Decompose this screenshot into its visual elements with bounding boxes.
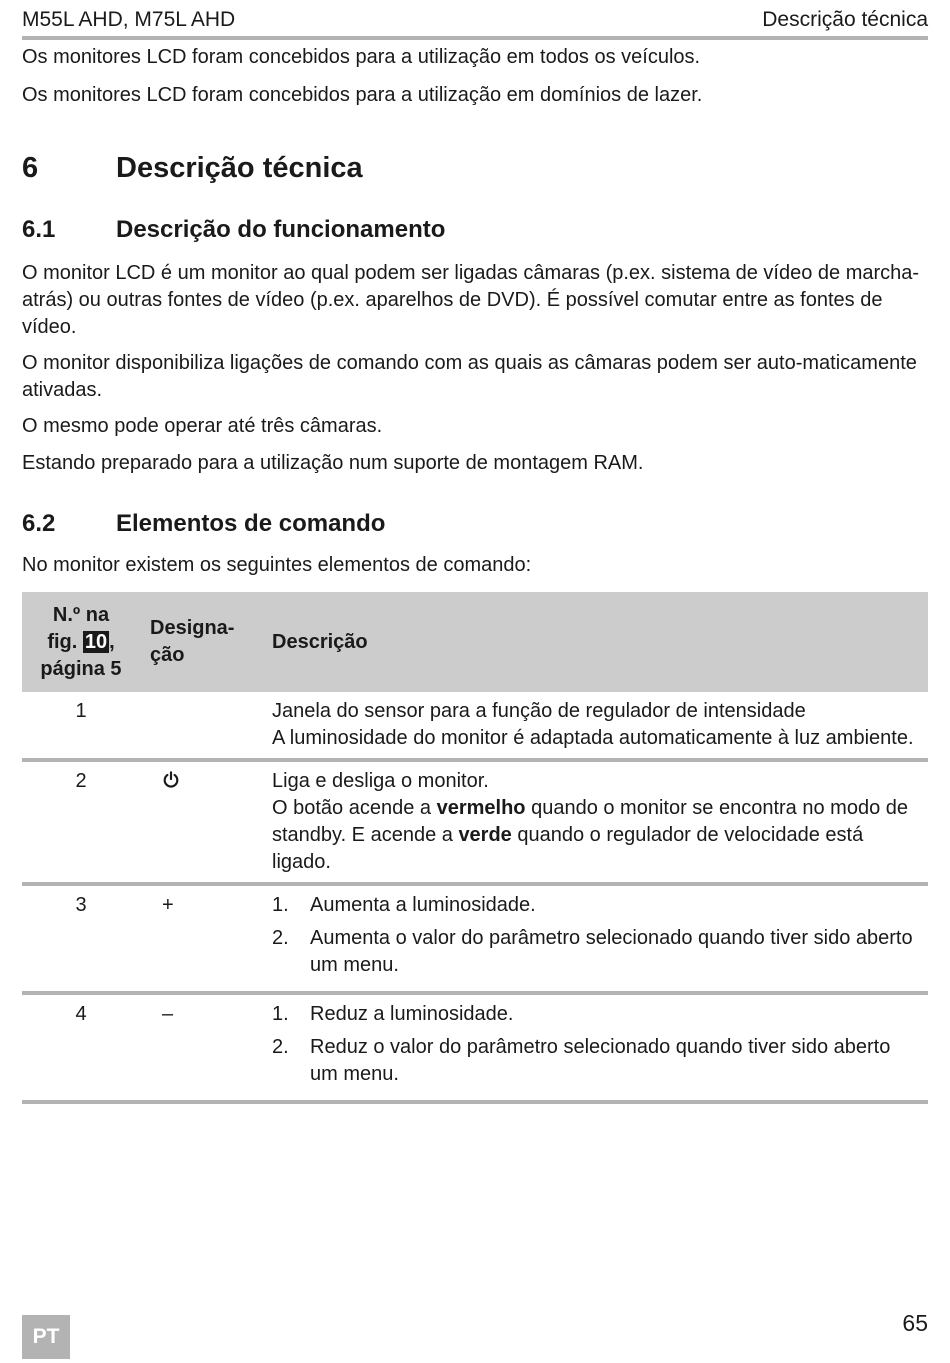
header-section: Descrição técnica <box>762 8 928 31</box>
row-number: 3 <box>75 894 87 916</box>
row-designation: + <box>162 894 174 916</box>
table-row <box>22 760 928 884</box>
header-model: M55L AHD, M75L AHD <box>22 8 236 31</box>
row-description <box>262 884 928 993</box>
numbered-list <box>272 1001 918 1088</box>
controls-table <box>22 592 928 1104</box>
body-paragraph: O monitor disponibiliza ligações de comando com as quais as câmaras podem ser auto-maticamente ativadas. <box>22 352 917 401</box>
language-tag: PT <box>22 1315 70 1359</box>
list-item: 2. Reduz o valor do parâmetro selecionado quando tiver sido aberto um menu. <box>272 1036 891 1085</box>
table-header-row <box>22 592 928 692</box>
row-description: Liga e desliga o monitor. O botão acende a vermelho quando o monitor se encontra no modo de standby. E acende a verde quando o regulador de velocidade está ligado. <box>272 770 908 873</box>
subsection-title: Elementos de comando <box>116 510 386 537</box>
subsection-heading <box>22 215 445 245</box>
green-color-word: verde <box>458 824 512 846</box>
row-number: 1 <box>75 700 87 722</box>
list-item: 1. Reduz a luminosidade. <box>272 1003 514 1025</box>
intro-paragraph: Os monitores LCD foram concebidos para a utilização em todos os veículos. <box>22 46 701 68</box>
red-color-word: vermelho <box>436 797 526 819</box>
body-paragraph: O monitor LCD é um monitor ao qual podem ser ligadas câmaras (p.ex. sistema de vídeo de marcha-atrás) ou outras fontes de vídeo (p.ex. aparelhos de DVD). É possível comutar entre as fontes de vídeo. <box>22 262 920 338</box>
body-paragraph: No monitor existem os seguintes elementos de comando: <box>22 554 532 576</box>
power-icon <box>162 771 180 789</box>
table-row <box>22 692 928 760</box>
table-row <box>22 993 928 1102</box>
intro-paragraph: Os monitores LCD foram concebidos para a utilização em domínios de lazer. <box>22 84 703 106</box>
section-heading <box>22 150 363 186</box>
subsection-number: 6.2 <box>22 510 56 537</box>
table-row <box>22 884 928 993</box>
section-title: Descrição técnica <box>116 152 363 184</box>
list-item: 1. Aumenta a luminosidade. <box>272 894 536 916</box>
figure-reference-badge: 10 <box>84 630 108 653</box>
body-paragraph: O mesmo pode operar até três câmaras. <box>22 415 383 437</box>
row-description: Janela do sensor para a função de regulador de intensidade A luminosidade do monitor é adaptada automaticamente à luz ambiente. <box>272 700 914 749</box>
subsection-heading <box>22 509 385 539</box>
subsection-number: 6.1 <box>22 216 56 243</box>
row-number: 2 <box>75 770 87 792</box>
header-cell-number: N.º na fig. 10 , página 5 <box>22 592 140 692</box>
page-number: 65 <box>902 1310 928 1336</box>
section-number: 6 <box>22 152 39 184</box>
row-number: 4 <box>75 1003 87 1025</box>
numbered-list <box>272 892 918 979</box>
page-header <box>22 6 928 40</box>
header-cell-description: Descrição <box>262 592 928 692</box>
row-designation <box>140 692 262 760</box>
list-item: 2. Aumenta o valor do parâmetro selecionado quando tiver sido aberto um menu. <box>272 927 913 976</box>
row-designation: – <box>162 1003 174 1025</box>
body-paragraph: Estando preparado para a utilização num suporte de montagem RAM. <box>22 452 644 474</box>
row-description <box>262 993 928 1102</box>
subsection-title: Descrição do funcionamento <box>116 216 446 243</box>
row-designation <box>140 760 262 884</box>
header-cell-designation: Designa-ção <box>140 592 262 692</box>
